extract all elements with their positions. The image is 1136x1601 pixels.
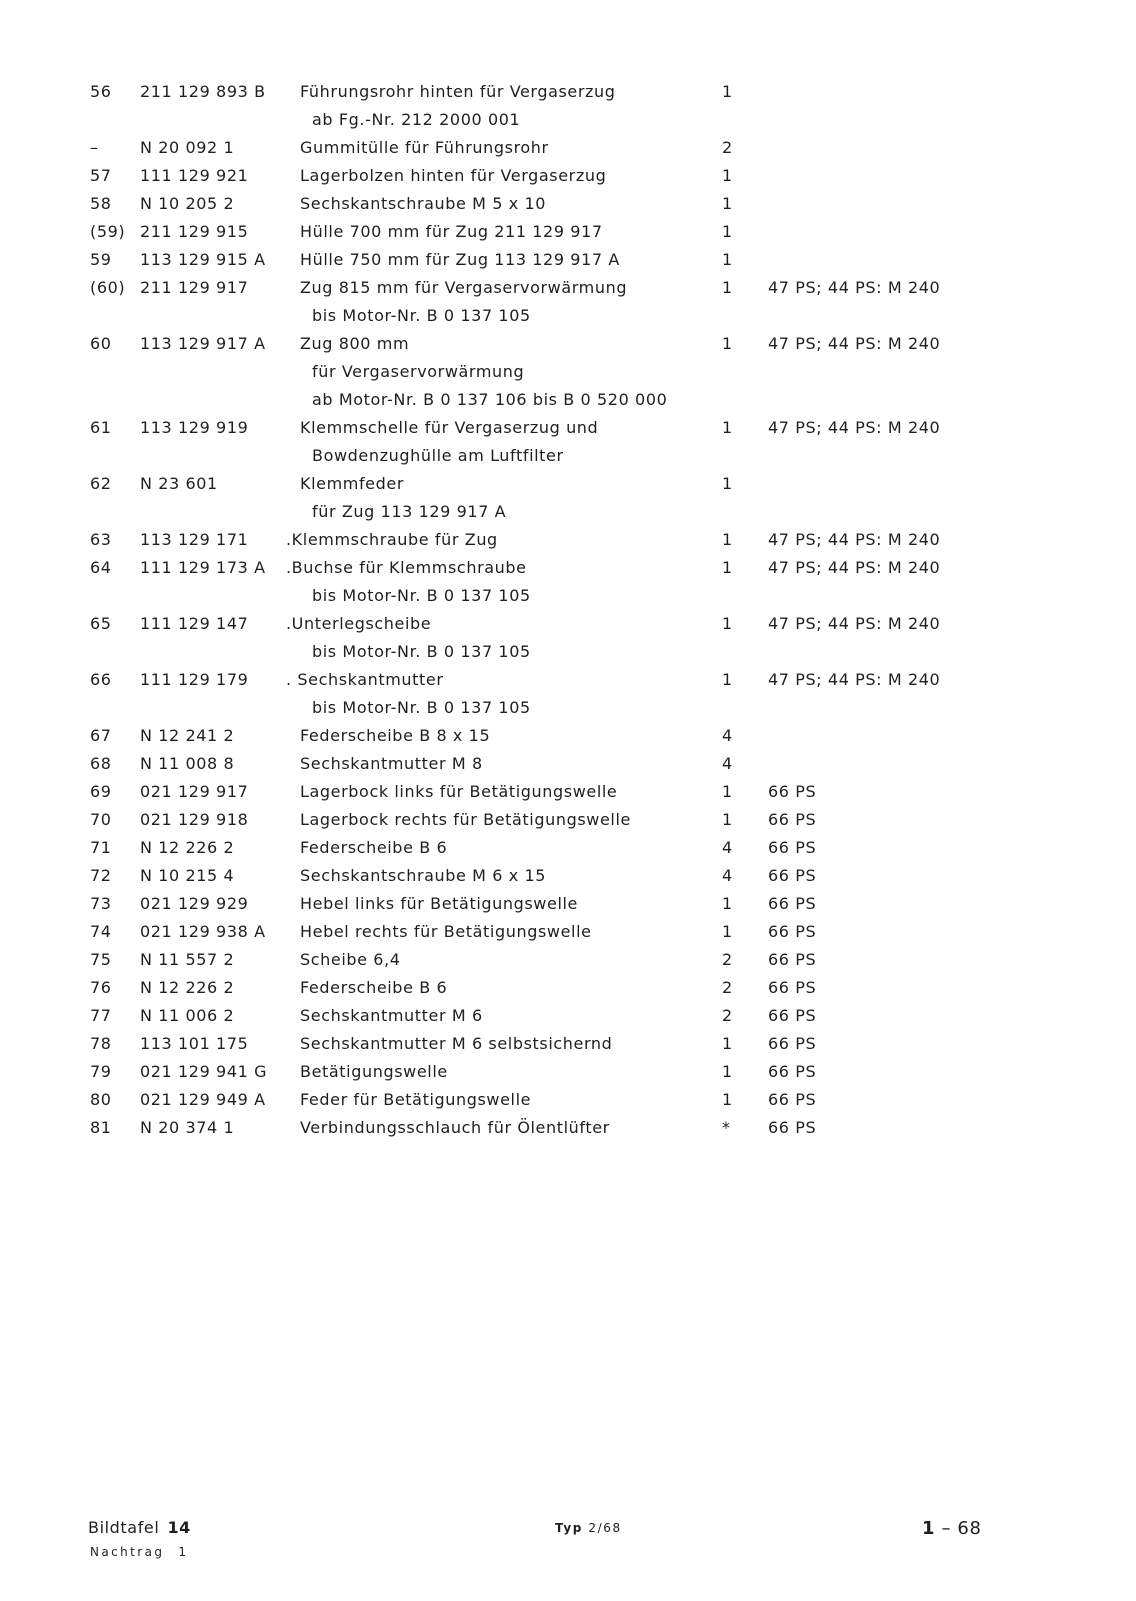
part-description: .Buchse für Klemmschraube	[286, 558, 527, 577]
quantity: 1	[722, 1034, 733, 1053]
quantity: 4	[722, 838, 733, 857]
part-description: Feder für Betätigungswelle	[300, 1090, 532, 1109]
part-description: Hülle 750 mm für Zug 113 129 917 A	[300, 250, 620, 269]
quantity: 1	[722, 194, 733, 213]
part-description: ab Fg.-Nr. 212 2000 001	[312, 110, 521, 129]
remark: 66 PS	[768, 1090, 817, 1109]
parts-row	[0, 414, 1136, 442]
part-number: N 20 374 1	[140, 1118, 235, 1137]
part-description: . Sechskantmutter	[286, 670, 444, 689]
position-number: 79	[90, 1062, 112, 1081]
parts-row	[0, 1086, 1136, 1114]
quantity: 1	[722, 1062, 733, 1081]
part-number: N 11 557 2	[140, 950, 235, 969]
quantity: 1	[722, 782, 733, 801]
part-description: Hebel links für Betätigungswelle	[300, 894, 578, 913]
part-description: .Klemmschraube für Zug	[286, 530, 498, 549]
part-description: Klemmschelle für Vergaserzug und	[300, 418, 599, 437]
part-number: 021 129 929	[140, 894, 249, 913]
position-number: 68	[90, 754, 112, 773]
parts-row	[0, 1114, 1136, 1142]
part-description: Klemmfeder	[300, 474, 405, 493]
remark: 66 PS	[768, 810, 817, 829]
part-description: Lagerbolzen hinten für Vergaserzug	[300, 166, 607, 185]
quantity: 1	[722, 82, 733, 101]
parts-row	[0, 946, 1136, 974]
parts-row-continuation	[0, 442, 1136, 470]
parts-row-continuation	[0, 106, 1136, 134]
part-number: 211 129 915	[140, 222, 249, 241]
part-description: Scheibe 6,4	[300, 950, 401, 969]
part-number: 021 129 941 G	[140, 1062, 268, 1081]
part-number: N 10 215 4	[140, 866, 235, 885]
parts-row	[0, 974, 1136, 1002]
quantity: 1	[722, 334, 733, 353]
remark: 47 PS; 44 PS: M 240	[768, 530, 941, 549]
quantity: 1	[722, 1090, 733, 1109]
part-number: 021 129 949 A	[140, 1090, 266, 1109]
part-description: Sechskantmutter M 6 selbstsichernd	[300, 1034, 613, 1053]
parts-row-continuation	[0, 498, 1136, 526]
parts-row	[0, 834, 1136, 862]
position-number: 63	[90, 530, 112, 549]
parts-row-continuation	[0, 386, 1136, 414]
nachtrag-number: 1	[178, 1545, 189, 1559]
parts-row-continuation	[0, 582, 1136, 610]
part-number: N 10 205 2	[140, 194, 235, 213]
parts-row	[0, 666, 1136, 694]
part-number: 211 129 917	[140, 278, 249, 297]
position-number: (60)	[90, 278, 126, 297]
part-description: Verbindungsschlauch für Ölentlüfter	[300, 1118, 610, 1137]
parts-row	[0, 778, 1136, 806]
remark: 47 PS; 44 PS: M 240	[768, 558, 941, 577]
page-section: 1	[922, 1518, 936, 1539]
parts-row	[0, 890, 1136, 918]
remark: 47 PS; 44 PS: M 240	[768, 334, 941, 353]
parts-row	[0, 554, 1136, 582]
quantity: 1	[722, 614, 733, 633]
parts-row	[0, 78, 1136, 106]
part-description: Sechskantmutter M 6	[300, 1006, 483, 1025]
position-number: 80	[90, 1090, 112, 1109]
parts-row	[0, 218, 1136, 246]
quantity: 1	[722, 810, 733, 829]
part-description: bis Motor-Nr. B 0 137 105	[312, 306, 531, 325]
remark: 47 PS; 44 PS: M 240	[768, 278, 941, 297]
remark: 66 PS	[768, 894, 817, 913]
quantity: 2	[722, 950, 733, 969]
position-number: 73	[90, 894, 112, 913]
page-number-value: 68	[957, 1518, 982, 1539]
quantity: 1	[722, 166, 733, 185]
quantity: 1	[722, 474, 733, 493]
bildtafel-label: Bildtafel	[88, 1518, 160, 1537]
part-number: 113 129 917 A	[140, 334, 266, 353]
part-description: Betätigungswelle	[300, 1062, 448, 1081]
remark: 47 PS; 44 PS: M 240	[768, 418, 941, 437]
part-description: bis Motor-Nr. B 0 137 105	[312, 698, 531, 717]
position-number: 81	[90, 1118, 112, 1137]
position-number: 65	[90, 614, 112, 633]
quantity: 1	[722, 418, 733, 437]
part-description: Sechskantschraube M 6 x 15	[300, 866, 547, 885]
position-number: 56	[90, 82, 112, 101]
typ-reference	[555, 1521, 622, 1535]
parts-row	[0, 330, 1136, 358]
position-number: (59)	[90, 222, 126, 241]
remark: 66 PS	[768, 950, 817, 969]
part-number: 111 129 179	[140, 670, 249, 689]
quantity: 1	[722, 250, 733, 269]
nachtrag-reference	[90, 1545, 188, 1559]
part-description: ab Motor-Nr. B 0 137 106 bis B 0 520 000	[312, 390, 668, 409]
parts-row	[0, 1058, 1136, 1086]
parts-row	[0, 722, 1136, 750]
part-number: N 12 241 2	[140, 726, 235, 745]
parts-row	[0, 190, 1136, 218]
part-description: Führungsrohr hinten für Vergaserzug	[300, 82, 616, 101]
part-description: Hebel rechts für Betätigungswelle	[300, 922, 592, 941]
part-number: 211 129 893 B	[140, 82, 266, 101]
remark: 66 PS	[768, 1006, 817, 1025]
part-description: Zug 800 mm	[300, 334, 410, 353]
position-number: 71	[90, 838, 112, 857]
remark: 66 PS	[768, 1118, 817, 1137]
position-number: 67	[90, 726, 112, 745]
part-description: Lagerbock rechts für Betätigungswelle	[300, 810, 631, 829]
part-number: 021 129 918	[140, 810, 249, 829]
part-number: N 12 226 2	[140, 838, 235, 857]
part-number: 113 129 171	[140, 530, 249, 549]
parts-row	[0, 274, 1136, 302]
quantity: 2	[722, 978, 733, 997]
parts-row	[0, 470, 1136, 498]
page-dash: –	[941, 1518, 952, 1539]
parts-row-continuation	[0, 358, 1136, 386]
parts-row	[0, 610, 1136, 638]
nachtrag-label: Nachtrag	[90, 1545, 165, 1559]
part-description: Federscheibe B 6	[300, 978, 448, 997]
quantity: 4	[722, 754, 733, 773]
position-number: 76	[90, 978, 112, 997]
parts-row	[0, 134, 1136, 162]
parts-row	[0, 162, 1136, 190]
quantity: 1	[722, 222, 733, 241]
part-description: Federscheibe B 6	[300, 838, 448, 857]
part-number: N 11 006 2	[140, 1006, 235, 1025]
part-number: N 11 008 8	[140, 754, 235, 773]
part-number: 113 129 919	[140, 418, 249, 437]
part-number: 021 129 938 A	[140, 922, 266, 941]
part-number: N 20 092 1	[140, 138, 235, 157]
part-description: für Zug 113 129 917 A	[312, 502, 507, 521]
remark: 66 PS	[768, 866, 817, 885]
part-description: .Unterlegscheibe	[286, 614, 432, 633]
quantity: 2	[722, 1006, 733, 1025]
quantity: *	[722, 1118, 731, 1137]
remark: 66 PS	[768, 978, 817, 997]
parts-row	[0, 526, 1136, 554]
typ-value: 2/68	[588, 1521, 622, 1535]
position-number: 62	[90, 474, 112, 493]
part-number: N 12 226 2	[140, 978, 235, 997]
position-number: 74	[90, 922, 112, 941]
position-number: 57	[90, 166, 112, 185]
quantity: 1	[722, 894, 733, 913]
bildtafel-number: 14	[167, 1518, 191, 1537]
remark: 66 PS	[768, 1062, 817, 1081]
position-number: –	[90, 138, 99, 157]
typ-label: Typ	[555, 1521, 583, 1535]
part-number: 021 129 917	[140, 782, 249, 801]
quantity: 4	[722, 866, 733, 885]
part-description: bis Motor-Nr. B 0 137 105	[312, 642, 531, 661]
position-number: 75	[90, 950, 112, 969]
position-number: 59	[90, 250, 112, 269]
part-description: Gummitülle für Führungsrohr	[300, 138, 549, 157]
part-description: Sechskantschraube M 5 x 10	[300, 194, 547, 213]
part-number: 113 129 915 A	[140, 250, 266, 269]
quantity: 2	[722, 138, 733, 157]
position-number: 61	[90, 418, 112, 437]
position-number: 78	[90, 1034, 112, 1053]
part-number: 111 129 173 A	[140, 558, 266, 577]
parts-list	[0, 78, 1136, 1142]
position-number: 70	[90, 810, 112, 829]
part-description: Zug 815 mm für Vergaservorwärmung	[300, 278, 628, 297]
part-description: für Vergaservorwärmung	[312, 362, 525, 381]
position-number: 60	[90, 334, 112, 353]
remark: 66 PS	[768, 838, 817, 857]
parts-row	[0, 750, 1136, 778]
position-number: 72	[90, 866, 112, 885]
remark: 66 PS	[768, 1034, 817, 1053]
remark: 47 PS; 44 PS: M 240	[768, 614, 941, 633]
part-number: 113 101 175	[140, 1034, 249, 1053]
part-description: Sechskantmutter M 8	[300, 754, 483, 773]
parts-row	[0, 918, 1136, 946]
part-description: Federscheibe B 8 x 15	[300, 726, 491, 745]
quantity: 1	[722, 558, 733, 577]
remark: 47 PS; 44 PS: M 240	[768, 670, 941, 689]
parts-row	[0, 1030, 1136, 1058]
quantity: 1	[722, 922, 733, 941]
page-number	[922, 1518, 982, 1539]
position-number: 69	[90, 782, 112, 801]
remark: 66 PS	[768, 782, 817, 801]
position-number: 66	[90, 670, 112, 689]
position-number: 77	[90, 1006, 112, 1025]
quantity: 1	[722, 670, 733, 689]
quantity: 1	[722, 278, 733, 297]
part-description: Bowdenzughülle am Luftfilter	[312, 446, 564, 465]
position-number: 64	[90, 558, 112, 577]
part-description: bis Motor-Nr. B 0 137 105	[312, 586, 531, 605]
quantity: 4	[722, 726, 733, 745]
parts-row	[0, 862, 1136, 890]
bildtafel-reference	[88, 1518, 191, 1537]
quantity: 1	[722, 530, 733, 549]
part-description: Lagerbock links für Betätigungswelle	[300, 782, 618, 801]
parts-row-continuation	[0, 638, 1136, 666]
parts-row-continuation	[0, 302, 1136, 330]
position-number: 58	[90, 194, 112, 213]
parts-row	[0, 246, 1136, 274]
remark: 66 PS	[768, 922, 817, 941]
parts-row-continuation	[0, 694, 1136, 722]
part-number: 111 129 147	[140, 614, 249, 633]
part-number: 111 129 921	[140, 166, 249, 185]
part-number: N 23 601	[140, 474, 218, 493]
page-footer	[0, 1518, 1136, 1578]
parts-row	[0, 806, 1136, 834]
part-description: Hülle 700 mm für Zug 211 129 917	[300, 222, 603, 241]
parts-row	[0, 1002, 1136, 1030]
